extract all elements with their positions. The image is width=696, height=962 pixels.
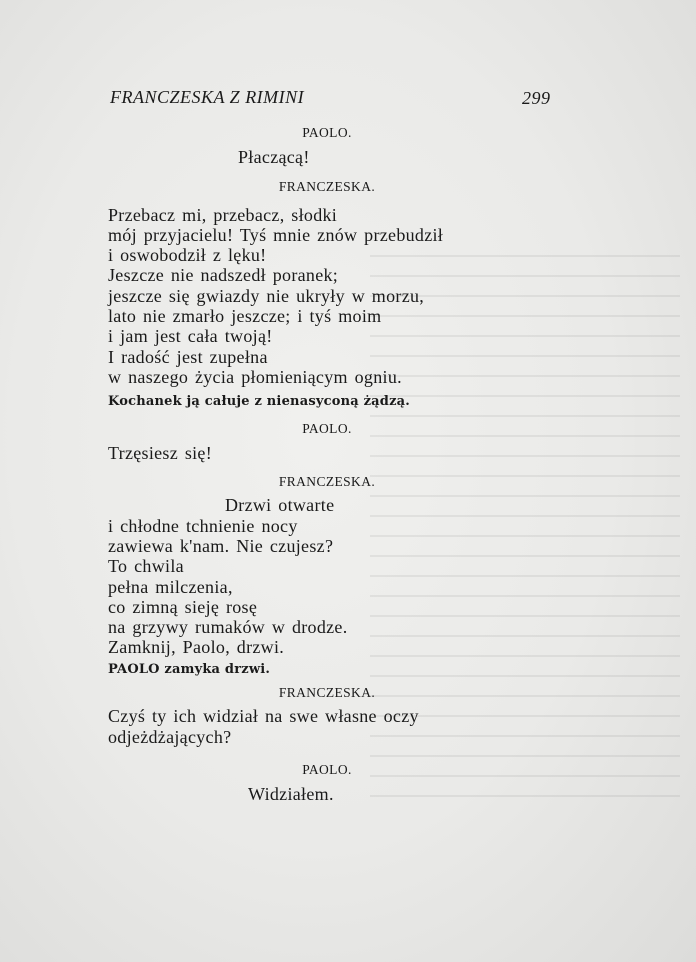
verse-line: mój przyjacielu! Tyś mnie znów przebudził bbox=[108, 225, 444, 245]
speaker-paolo: PAOLO. bbox=[302, 421, 352, 436]
verse-line: jeszcze się gwiazdy nie ukryły w morzu, bbox=[108, 286, 425, 306]
speaker-franczeska: FRANCZESKA. bbox=[278, 179, 376, 194]
verse-line: Drzwi otwarte bbox=[225, 495, 335, 515]
speaker-paolo: PAOLO. bbox=[302, 125, 352, 140]
verse-line: Widziałem. bbox=[248, 784, 334, 804]
verse-line: odjeżdżających? bbox=[108, 727, 232, 747]
verse-line: i oswobodził z lęku! bbox=[108, 245, 267, 265]
speaker-franczeska: FRANCZESKA. bbox=[278, 685, 376, 700]
verse-line: Przebacz mi, przebacz, słodki bbox=[108, 205, 338, 225]
verse-line: To chwila bbox=[108, 556, 184, 576]
bleed-through-text bbox=[370, 255, 680, 815]
verse-line: w naszego życia płomieniącym ogniu. bbox=[108, 367, 402, 387]
verse-line: Jeszcze nie nadszedł poranek; bbox=[108, 265, 339, 285]
verse-line: zawiewa k'nam. Nie czujesz? bbox=[108, 536, 334, 556]
verse-line: Czyś ty ich widział na swe własne oczy bbox=[108, 706, 419, 726]
verse-line: Płaczącą! bbox=[238, 147, 310, 167]
speaker-franczeska: FRANCZESKA. bbox=[278, 474, 376, 489]
stage-direction: Kochanek ją całuje z nienasyconą żądzą. bbox=[108, 394, 411, 409]
verse-line: i jam jest cała twoją! bbox=[108, 326, 273, 346]
verse-line: co zimną sieję rosę bbox=[108, 597, 258, 617]
verse-line: lato nie zmarło jeszcze; i tyś moim bbox=[108, 306, 382, 326]
page-number: 299 bbox=[522, 88, 551, 108]
verse-line: I radość jest zupełna bbox=[108, 347, 268, 367]
verse-line: na grzywy rumaków w drodze. bbox=[108, 617, 348, 637]
verse-line: i chłodne tchnienie nocy bbox=[108, 516, 298, 536]
stage-direction: PAOLO zamyka drzwi. bbox=[108, 662, 271, 677]
running-title: FRANCZESKA Z RIMINI bbox=[110, 87, 305, 107]
verse-line: Zamknij, Paolo, drzwi. bbox=[108, 637, 285, 657]
verse-line: pełna milczenia, bbox=[108, 577, 233, 597]
speaker-paolo: PAOLO. bbox=[302, 762, 352, 777]
verse-line: Trzęsiesz się! bbox=[108, 443, 213, 463]
